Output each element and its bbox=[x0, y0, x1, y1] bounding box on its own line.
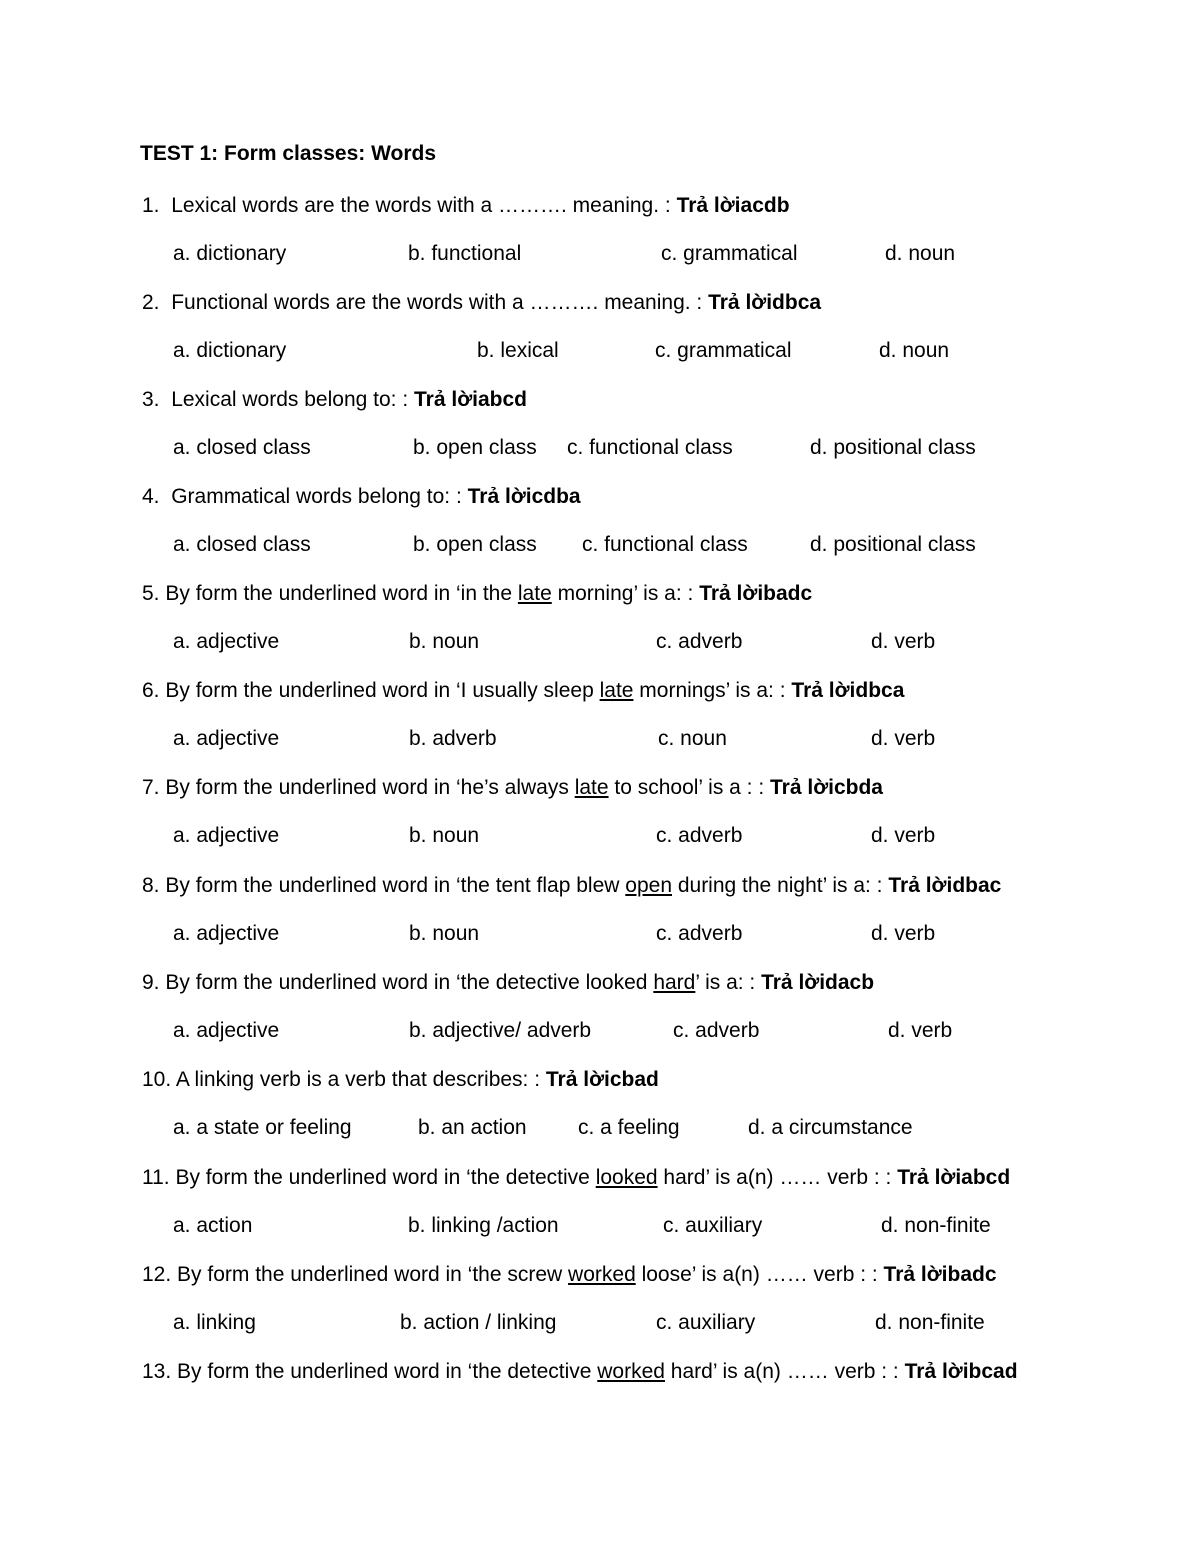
option-a: a. adjective bbox=[173, 824, 280, 847]
option-c: c. noun bbox=[658, 727, 727, 750]
options-row bbox=[0, 1310, 1200, 1336]
option-b: b. noun bbox=[409, 824, 480, 847]
question-number: 3. bbox=[142, 388, 172, 411]
option-b: b. lexical bbox=[477, 339, 559, 362]
option-d: d. positional class bbox=[810, 533, 976, 556]
question-7 bbox=[142, 775, 883, 801]
underlined-word: open bbox=[625, 874, 672, 897]
question-12 bbox=[142, 1262, 997, 1288]
option-d: d. verb bbox=[871, 630, 936, 653]
question-text: By form the underlined word in ‘the screw bbox=[177, 1263, 569, 1286]
option-a: a. adjective bbox=[173, 1019, 280, 1042]
answer-key: Trả lờicdba bbox=[467, 485, 581, 508]
question-9 bbox=[142, 970, 874, 996]
option-d: d. noun bbox=[885, 242, 956, 265]
option-a: a. dictionary bbox=[173, 242, 287, 265]
question-text-after: to school’ is a : : bbox=[608, 776, 771, 799]
answer-key: Trả lờicbad bbox=[545, 1068, 659, 1091]
option-d: d. non-finite bbox=[875, 1311, 985, 1334]
option-d: d. verb bbox=[871, 824, 936, 847]
answer-key: Trả lờidbca bbox=[791, 679, 905, 702]
option-a: a. a state or feeling bbox=[173, 1116, 352, 1139]
question-number: 6. bbox=[142, 679, 166, 702]
question-text: By form the underlined word in ‘I usually sleep bbox=[165, 679, 600, 702]
question-text-after: ’ is a: : bbox=[695, 971, 762, 994]
question-number: 5. bbox=[142, 582, 166, 605]
underlined-word: late bbox=[517, 582, 552, 605]
answer-key: Trả lờibadc bbox=[699, 582, 813, 605]
answer-key: Trả lờiabcd bbox=[897, 1166, 1011, 1189]
option-a: a. closed class bbox=[173, 533, 311, 556]
question-6 bbox=[142, 678, 904, 704]
option-b: b. open class bbox=[413, 533, 537, 556]
option-c: c. adverb bbox=[656, 630, 743, 653]
option-d: d. verb bbox=[888, 1019, 953, 1042]
option-b: b. noun bbox=[409, 630, 480, 653]
question-number: 8. bbox=[142, 874, 166, 897]
option-c: c. auxiliary bbox=[663, 1214, 763, 1237]
underlined-word: late bbox=[574, 776, 609, 799]
underlined-word: late bbox=[599, 679, 634, 702]
options-row bbox=[0, 1213, 1200, 1239]
answer-key: Trả lờidacb bbox=[761, 971, 875, 994]
options-row bbox=[0, 1115, 1200, 1141]
question-number: 2. bbox=[142, 291, 172, 314]
question-number: 10. bbox=[142, 1068, 176, 1091]
underlined-word: hard bbox=[653, 971, 696, 994]
option-c: c. grammatical bbox=[655, 339, 792, 362]
question-text-after: during the night’ is a: : bbox=[672, 874, 889, 897]
options-row bbox=[0, 921, 1200, 947]
question-10 bbox=[142, 1067, 659, 1093]
option-c: c. functional class bbox=[567, 436, 733, 459]
options-row bbox=[0, 1018, 1200, 1044]
answer-key: Trả lờibcad bbox=[904, 1360, 1018, 1383]
option-a: a. adjective bbox=[173, 727, 280, 750]
answer-key: Trả lờidbca bbox=[708, 291, 822, 314]
question-text: By form the underlined word in ‘the detective looked bbox=[165, 971, 654, 994]
question-11 bbox=[142, 1165, 1010, 1191]
question-number: 11. bbox=[142, 1166, 176, 1189]
question-number: 12. bbox=[142, 1263, 178, 1286]
option-a: a. dictionary bbox=[173, 339, 287, 362]
answer-key: Trả lờibadc bbox=[883, 1263, 997, 1286]
option-c: c. adverb bbox=[656, 824, 743, 847]
question-text-after: mornings’ is a: : bbox=[633, 679, 792, 702]
question-4 bbox=[142, 484, 581, 510]
answer-key: Trả lờidbac bbox=[888, 874, 1002, 897]
question-text-after: loose’ is a(n) …… verb : : bbox=[635, 1263, 884, 1286]
option-b: b. action / linking bbox=[400, 1311, 557, 1334]
option-b: b. functional bbox=[408, 242, 522, 265]
options-row bbox=[0, 726, 1200, 752]
question-2 bbox=[142, 290, 821, 316]
underlined-word: worked bbox=[597, 1360, 665, 1383]
page-title: TEST 1: Form classes: Words bbox=[140, 142, 437, 165]
options-row bbox=[0, 435, 1200, 461]
option-d: d. positional class bbox=[810, 436, 976, 459]
options-row bbox=[0, 338, 1200, 364]
option-c: c. auxiliary bbox=[656, 1311, 756, 1334]
question-text: By form the underlined word in ‘the detective bbox=[177, 1360, 598, 1383]
option-b: b. adverb bbox=[409, 727, 497, 750]
question-text-after: morning’ is a: : bbox=[551, 582, 700, 605]
option-d: d. a circumstance bbox=[748, 1116, 913, 1139]
question-8 bbox=[142, 873, 1001, 899]
options-row bbox=[0, 532, 1200, 558]
question-text-after: hard’ is a(n) …… verb : : bbox=[664, 1360, 905, 1383]
option-b: b. open class bbox=[413, 436, 537, 459]
question-1 bbox=[142, 193, 790, 219]
question-text: Functional words are the words with a ………. meaning. : bbox=[171, 291, 709, 314]
underlined-word: worked bbox=[568, 1263, 636, 1286]
question-text: By form the underlined word in ‘the tent flap blew bbox=[165, 874, 626, 897]
question-text: By form the underlined word in ‘the detective bbox=[175, 1166, 596, 1189]
option-b: b. linking /action bbox=[408, 1214, 559, 1237]
options-row bbox=[0, 629, 1200, 655]
option-d: d. verb bbox=[871, 922, 936, 945]
option-a: a. adjective bbox=[173, 630, 280, 653]
question-number: 7. bbox=[142, 776, 166, 799]
option-b: b. adjective/ adverb bbox=[409, 1019, 592, 1042]
answer-key: Trả lờiabcd bbox=[414, 388, 527, 411]
question-text: A linking verb is a verb that describes: : bbox=[175, 1068, 546, 1091]
question-number: 9. bbox=[142, 971, 166, 994]
answer-key: Trả lờicbda bbox=[770, 776, 883, 799]
option-a: a. adjective bbox=[173, 922, 280, 945]
underlined-word: looked bbox=[595, 1166, 658, 1189]
option-a: a. action bbox=[173, 1214, 253, 1237]
option-d: d. verb bbox=[871, 727, 936, 750]
option-a: a. closed class bbox=[173, 436, 311, 459]
question-number: 4. bbox=[142, 485, 172, 508]
question-text: By form the underlined word in ‘in the bbox=[165, 582, 518, 605]
answer-key: Trả lờiacdb bbox=[676, 194, 790, 217]
options-row bbox=[0, 241, 1200, 267]
option-a: a. linking bbox=[173, 1311, 256, 1334]
option-d: d. noun bbox=[879, 339, 950, 362]
option-c: c. functional class bbox=[582, 533, 748, 556]
option-b: b. noun bbox=[409, 922, 480, 945]
option-b: b. an action bbox=[418, 1116, 527, 1139]
question-text: Lexical words belong to: : bbox=[171, 388, 414, 411]
question-text-after: hard’ is a(n) …… verb : : bbox=[657, 1166, 898, 1189]
option-c: c. grammatical bbox=[661, 242, 798, 265]
option-c: c. adverb bbox=[673, 1019, 760, 1042]
option-c: c. adverb bbox=[656, 922, 743, 945]
question-text: By form the underlined word in ‘he’s always bbox=[165, 776, 575, 799]
question-13 bbox=[142, 1359, 1018, 1385]
option-c: c. a feeling bbox=[578, 1116, 680, 1139]
question-5 bbox=[142, 581, 812, 607]
options-row bbox=[0, 823, 1200, 849]
question-number: 13. bbox=[142, 1360, 178, 1383]
question-3 bbox=[142, 387, 527, 413]
option-d: d. non-finite bbox=[881, 1214, 991, 1237]
question-text: Grammatical words belong to: : bbox=[171, 485, 468, 508]
question-number: 1. bbox=[142, 194, 172, 217]
question-text: Lexical words are the words with a ………. meaning. : bbox=[171, 194, 677, 217]
